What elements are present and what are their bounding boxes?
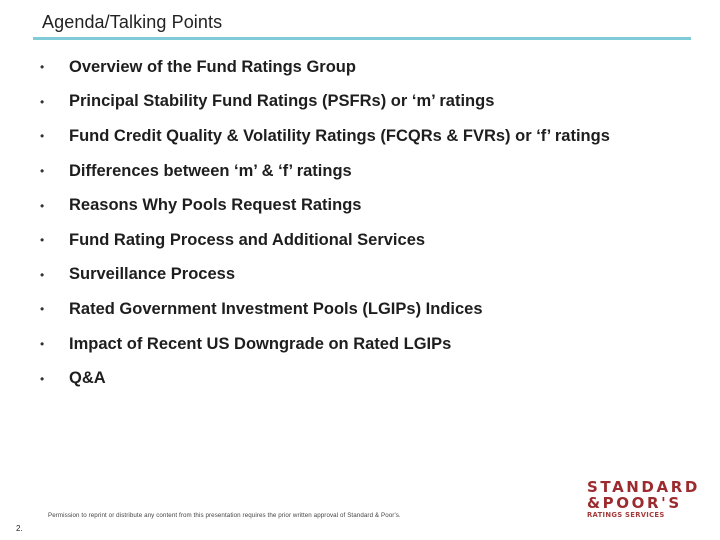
logo-line-ratings-services: RATINGS SERVICES — [587, 511, 665, 519]
agenda-item — [38, 50, 610, 85]
permission-notice: Permission to reprint or distribute any content from this presentation requires the prior written approval of Standard & Poor's. — [48, 512, 401, 519]
agenda-item — [38, 292, 610, 327]
title-divider — [33, 37, 691, 40]
bullet-icon: • — [40, 198, 45, 213]
sp-logo — [587, 479, 702, 520]
slide-title: Agenda/Talking Points — [42, 12, 223, 32]
logo-line-standard: STANDARD — [587, 478, 700, 496]
agenda-item-text: Fund Credit Quality & Volatility Ratings (FCQRs & FVRs) or ‘f’ ratings — [69, 126, 610, 145]
agenda-item — [38, 188, 610, 223]
agenda-item-text: Q&A — [69, 369, 106, 388]
agenda-item-text: Principal Stability Fund Ratings (PSFRs) or ‘m’ ratings — [69, 92, 495, 111]
bullet-icon: • — [40, 129, 45, 144]
agenda-item-text: Reasons Why Pools Request Ratings — [69, 196, 362, 215]
bullet-icon: • — [40, 267, 45, 282]
page-number: 2. — [16, 524, 23, 533]
agenda-item-text: Impact of Recent US Downgrade on Rated LGIPs — [69, 334, 452, 353]
bullet-icon: • — [40, 233, 45, 248]
agenda-item-text: Overview of the Fund Ratings Group — [69, 57, 356, 76]
agenda-list — [38, 50, 610, 396]
bullet-icon: • — [40, 94, 45, 109]
agenda-item — [38, 223, 610, 258]
agenda-item-text: Differences between ‘m’ & ‘f’ ratings — [69, 161, 352, 180]
bullet-icon: • — [40, 302, 45, 317]
agenda-item-text: Surveillance Process — [69, 265, 236, 284]
bullet-icon: • — [40, 371, 45, 386]
agenda-item — [38, 327, 610, 362]
logo-line-poors: &POOR'S — [587, 494, 682, 512]
agenda-item — [38, 361, 610, 396]
agenda-item — [38, 85, 610, 120]
agenda-item — [38, 258, 610, 293]
agenda-item-text: Rated Government Investment Pools (LGIPs) Indices — [69, 299, 483, 318]
agenda-item — [38, 154, 610, 189]
bullet-icon: • — [40, 164, 45, 179]
agenda-item — [38, 119, 610, 154]
bullet-icon: • — [40, 60, 45, 75]
bullet-icon: • — [40, 337, 45, 352]
agenda-item-text: Fund Rating Process and Additional Services — [69, 230, 426, 249]
